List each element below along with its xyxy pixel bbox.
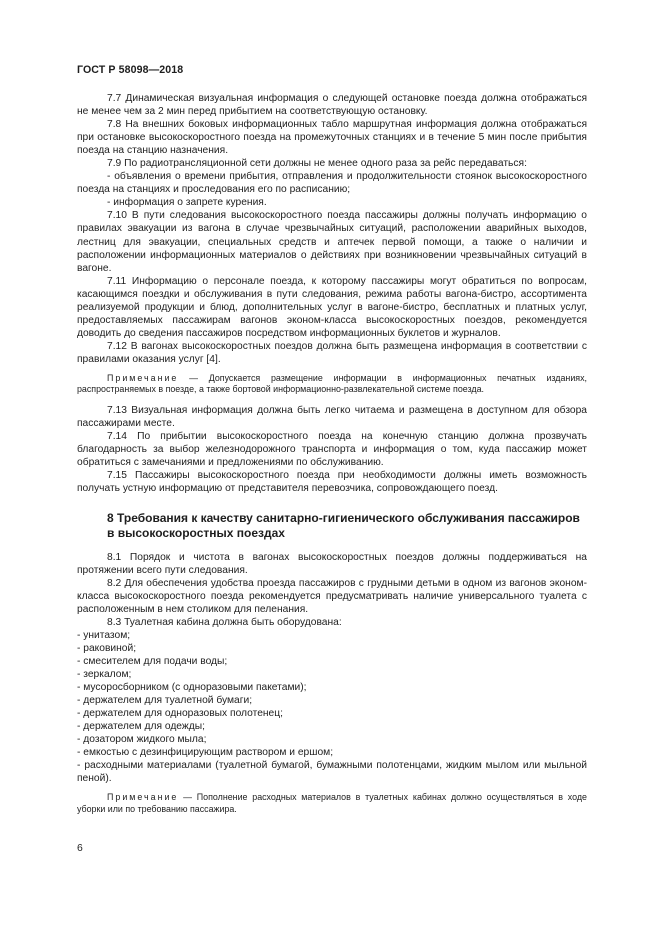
list-item: - держателем для одежды; xyxy=(77,721,205,733)
list-item: - раковиной; xyxy=(77,642,137,654)
page-content xyxy=(77,92,587,823)
document-code: ГОСТ Р 58098—2018 xyxy=(77,64,184,76)
list-item: - держателем для одноразовых полотенец; xyxy=(77,708,283,720)
clause-7-12: 7.12 В вагонах высокоскоростных поездов должна быть размещена информация в соответствии с правилами оказания услуг [4]. xyxy=(77,340,587,365)
note-text: — Допускается размещение информации в информационных печатных изданиях, распространяемых в поезде, а также бортовой информационно-развлекательной системе поезда. xyxy=(77,372,587,395)
list-item: - держателем для туалетной бумаги; xyxy=(77,695,253,707)
list-item: - емкостью с дезинфицирующим раствором и ершом; xyxy=(77,747,334,759)
clause-8-3: 8.3 Туалетная кабина должна быть оборудована: xyxy=(107,616,342,628)
clause-7-14: 7.14 По прибытии высокоскоростного поезда на конечную станцию должна прозвучать благодарность за выбор железнодорожного транспорта и информация о том, куда пассажир может обратиться с замечаниями и предложениями по обслуживанию. xyxy=(77,431,587,469)
clause-8-2: 8.2 Для обеспечения удобства проезда пассажиров с грудными детьми в одном из вагонов эконом-класса высокоскоростного поезда рекомендуется предусматривать наличие универсального туалета с расположенным в нем столиком для пеленания. xyxy=(77,577,587,615)
clause-7-8: 7.8 На внешних боковых информационных табло маршрутная информация должна отображаться при остановке высокоскоростного поезда на промежуточных станциях и в течение 5 мин после прибытия поезда на станцию назначения. xyxy=(77,119,587,157)
clause-7-15: 7.15 Пассажиры высокоскоростного поезда при необходимости должны иметь возможность получать устную информацию от представителя перевозчика, сопровождающего поезд. xyxy=(77,470,587,495)
list-item: - дозатором жидкого мыла; xyxy=(77,734,207,746)
list-item: - зеркалом; xyxy=(77,668,132,680)
note-1 xyxy=(77,373,587,396)
list-item: - смесителем для подачи воды; xyxy=(77,655,228,667)
list-item: - унитазом; xyxy=(77,629,131,641)
note-label: Примечание xyxy=(107,372,179,383)
clause-7-11: 7.11 Информацию о персонале поезда, к которому пассажиры могут обратиться по вопросам, касающимся поездки и обслуживания в пути следования, режима работы вагона-бистро, ассортимента реализуемой продукции и блюд, дополнительных услуг в вагоне-бистро, бесплатных и платных услуг, предоставляемых пассажирам вагонов эконом-класса высокоскоростных поездов, рекомендуется доводить до сведения пассажиров посредством информационных буклетов и журналов. xyxy=(77,275,587,339)
clause-7-10: 7.10 В пути следования высокоскоростного поезда пассажиры должны получать информацию о правилах эвакуации из вагона в случае чрезвычайных ситуаций, расположении аварийных выходов, лестниц для эвакуации, специальных средств и аптечек первой помощи, а также о наличии и расположении информационных материалов о действиях при возникновении чрезвычайных ситуаций в вагоне. xyxy=(77,210,587,274)
clause-7-13: 7.13 Визуальная информация должна быть легко читаема и размещена в доступном для обзора пассажирами месте. xyxy=(77,404,587,430)
list-item: - информация о запрете курения. xyxy=(107,197,267,209)
list-item: - объявления о времени прибытия, отправления и продолжительности стоянок высокоскоростного поезда на станциях и проследования его по расписанию; xyxy=(77,171,587,196)
page-number: 6 xyxy=(77,843,83,854)
note-text: — Пополнение расходных материалов в туалетных кабинах должно осуществляться в ходе уборки или по требованию пассажира. xyxy=(77,792,587,814)
list-item: - расходными материалами (туалетной бумагой, бумажными полотенцами, жидким мылом или мыльной пеной). xyxy=(77,760,587,785)
section-8-title: 8 Требования к качеству санитарно-гигиенического обслуживания пассажиров в высокоскоростных поездах xyxy=(107,511,580,540)
clause-7-9: 7.9 По радиотрансляционной сети должны не менее одного раза за рейс передаваться: xyxy=(107,158,527,170)
list-item: - мусоросборником (с одноразовыми пакетами); xyxy=(77,681,307,693)
note-2 xyxy=(77,792,587,815)
clause-8-1: 8.1 Порядок и чистота в вагонах высокоскоростных поездов должны поддерживаться на протяжении всего пути следования. xyxy=(77,551,587,576)
note-label: Примечание xyxy=(107,792,179,803)
clause-7-7: 7.7 Динамическая визуальная информация о следующей остановке поезда должна отображаться не менее чем за 2 мин перед прибытием на соответствующую остановку. xyxy=(77,93,587,118)
